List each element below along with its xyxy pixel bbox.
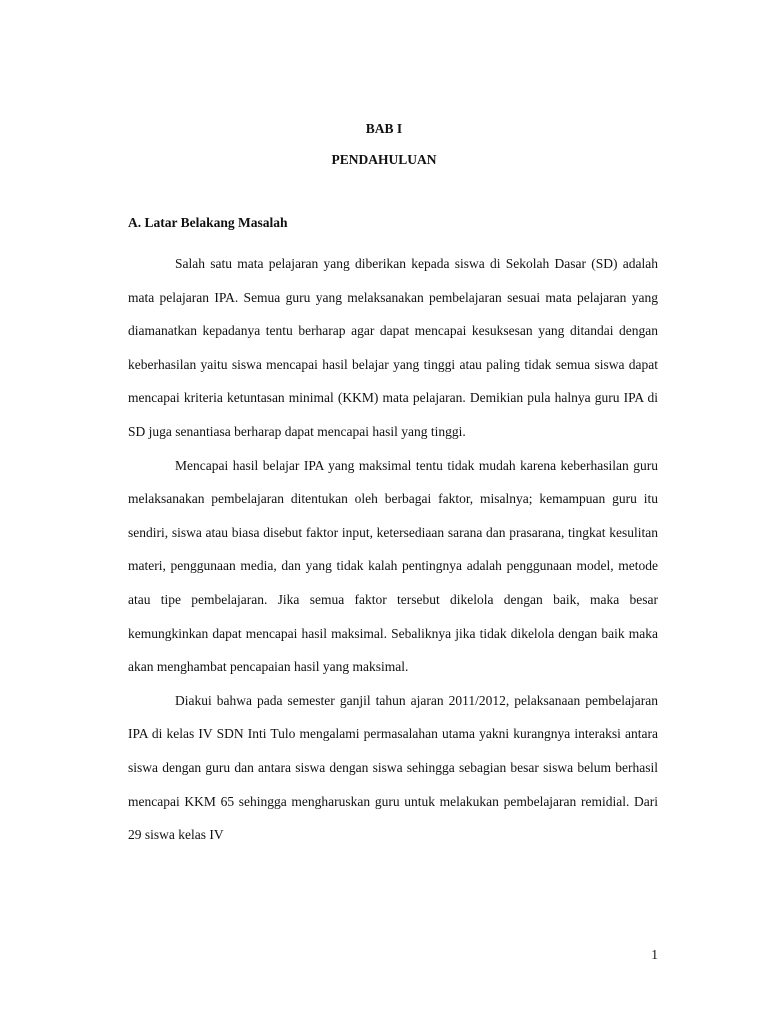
paragraph-1: Salah satu mata pelajaran yang diberikan kepada siswa di Sekolah Dasar (SD) adalah mata pelajaran IPA. Semua guru yang melaksanakan pembelajaran sesuai mata pelajaran yang diamanatkan kepadanya tentu berharap agar dapat mencapai kesuksesan yang ditandai dengan keberhasilan yaitu siswa mencapai hasil belajar yang tinggi atau paling tidak semua siswa dapat mencapai kriteria ketuntasan minimal (KKM) mata pelajaran. Demikian pula halnya guru IPA di SD juga senantiasa berharap dapat mencapai hasil yang tinggi. [128, 256, 658, 439]
section-heading: A. Latar Belakang Masalah [128, 215, 288, 230]
chapter-title: PENDAHULUAN [331, 152, 437, 167]
paragraph-3: Diakui bahwa pada semester ganjil tahun ajaran 2011/2012, pelaksanaan pembelajaran IPA di kelas IV SDN Inti Tulo mengalami permasalahan utama yakni kurangnya interaksi antara siswa dengan guru dan antara siswa dengan siswa sehingga sebagian besar siswa belum berhasil mencapai KKM 65 sehingga mengharuskan guru untuk melakukan pembelajaran remidial. Dari 29 siswa kelas IV [128, 692, 658, 843]
chapter-number: BAB I [365, 121, 403, 136]
paragraph-2: Mencapai hasil belajar IPA yang maksimal tentu tidak mudah karena keberhasilan guru melaksanakan pembelajaran ditentukan oleh berbagai faktor, misalnya; kemampuan guru itu sendiri, siswa atau biasa disebut faktor input, ketersediaan sarana dan prasarana, tingkat kesulitan materi, penggunaan media, dan yang tidak kalah pentingnya adalah penggunaan model, metode atau tipe pembelajaran. Jika semua faktor tersebut dikelola dengan baik, maka besar kemungkinkan dapat mencapai hasil maksimal. Sebaliknya jika tidak dikelola dengan baik maka akan menghambat pencapaian hasil yang maksimal. [128, 457, 658, 675]
body-text [128, 247, 658, 852]
page-number: 1 [651, 947, 658, 962]
